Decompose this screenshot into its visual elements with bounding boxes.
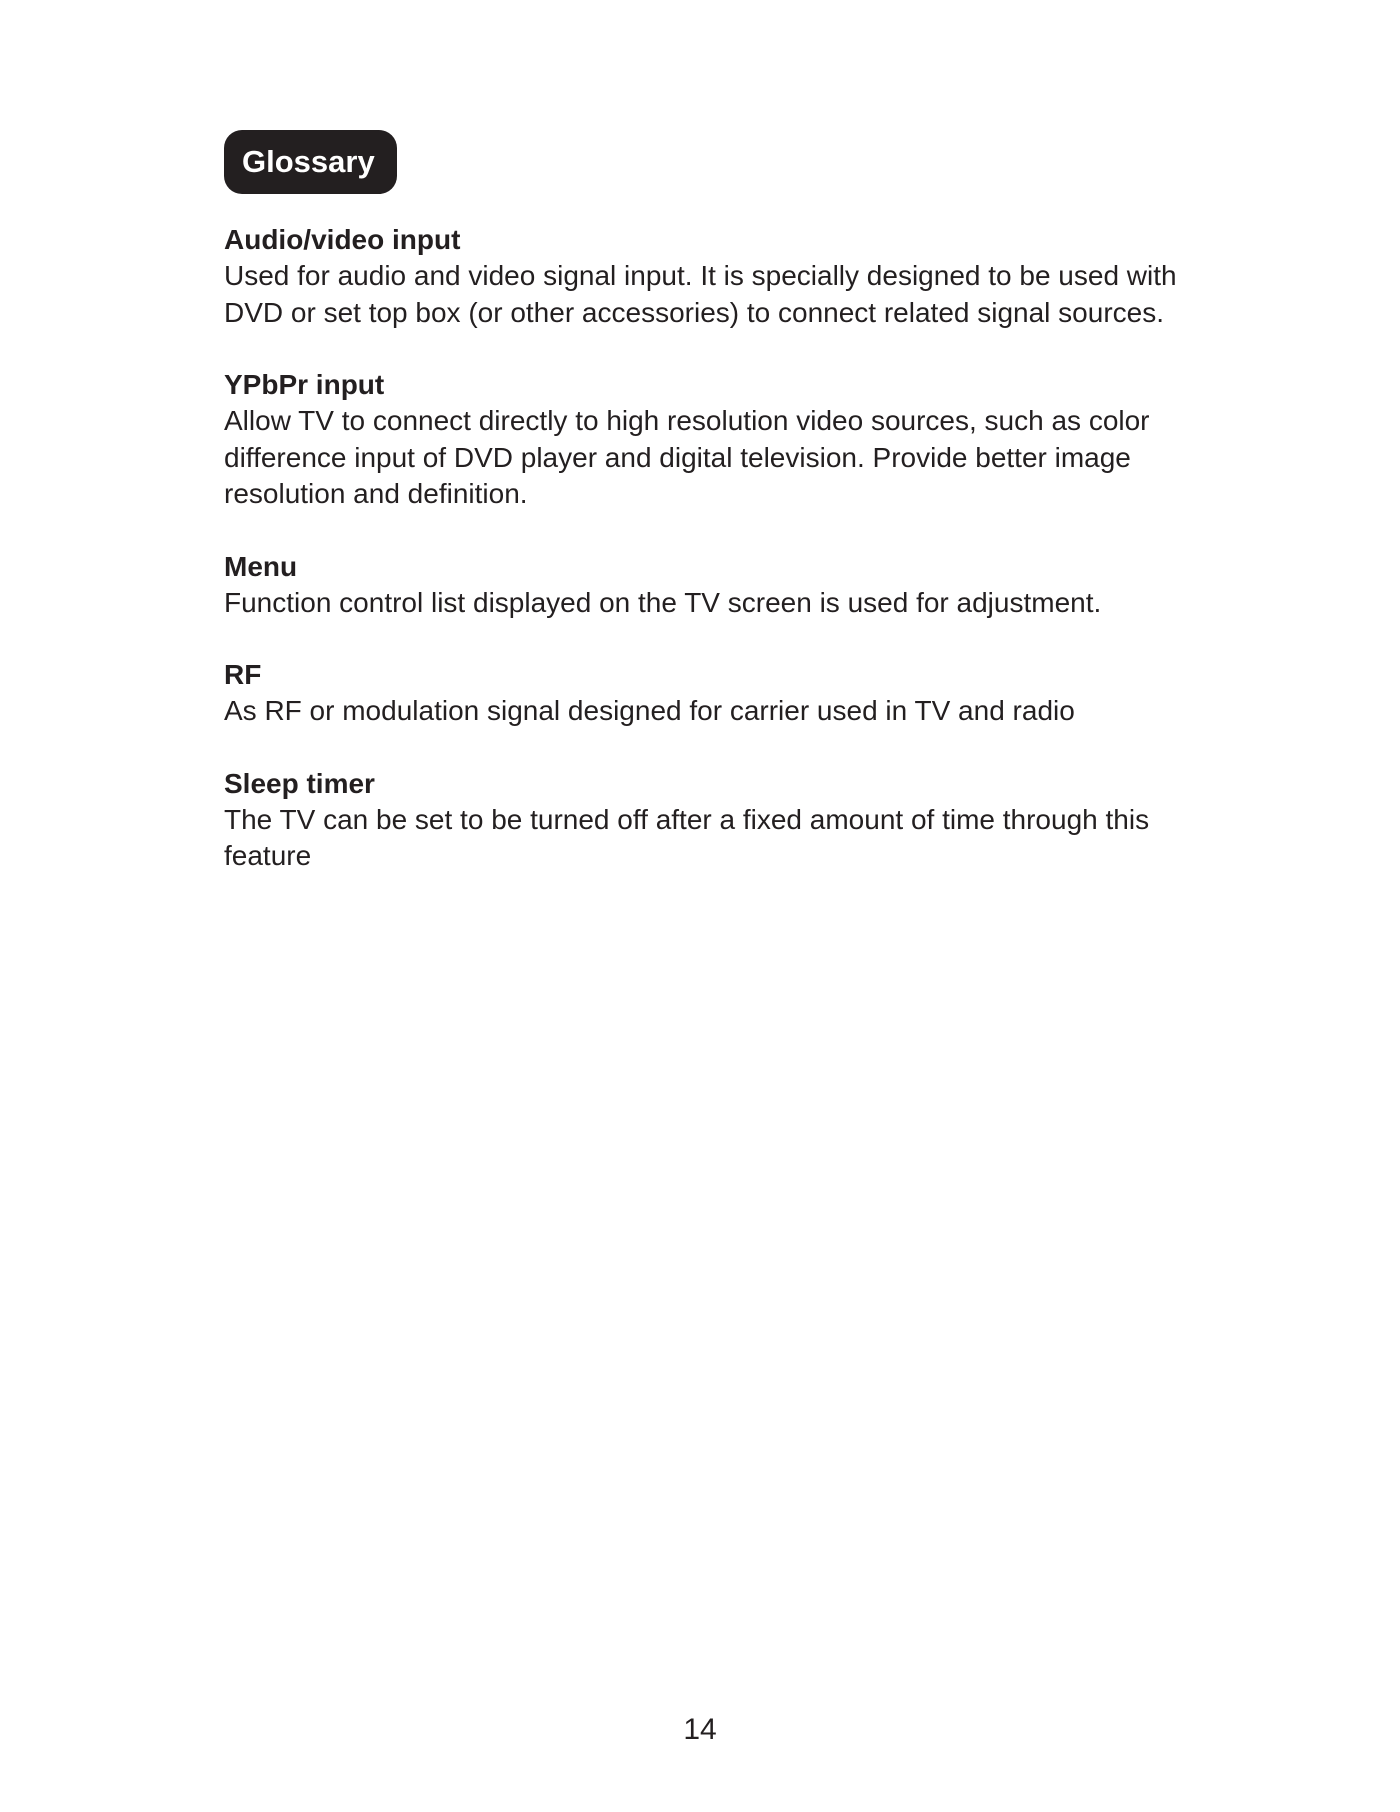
entry-definition: As RF or modulation signal designed for carrier used in TV and radio [224, 695, 1075, 726]
entry-term: YPbPr input [224, 369, 385, 400]
entry-definition: The TV can be set to be turned off after a fixed amount of time through this feature [224, 803, 1150, 871]
glossary-entry-rf [224, 657, 1224, 730]
glossary-heading-badge: Glossary [224, 130, 397, 194]
entry-definition: Function control list displayed on the TV screen is used for adjustment. [224, 586, 1102, 618]
entry-definition: Allow TV to connect directly to high resolution video sources, such as color difference input of DVD player and digital television. Provide better image resolution and definition. [224, 405, 1150, 509]
entry-term: Sleep timer [224, 767, 375, 799]
entry-term: Menu [224, 550, 298, 582]
glossary-entry-ypbpr-input [224, 367, 1224, 513]
glossary-entry-menu [224, 549, 1224, 622]
glossary-entry-audio-video-input [224, 222, 1224, 331]
page-number: 14 [683, 1713, 717, 1746]
entry-definition: Used for audio and video signal input. It is specially designed to be used with DVD or set top box (or other accessories) to connect related signal sources. [224, 260, 1177, 328]
entry-term: RF [224, 659, 262, 690]
glossary-entry-sleep-timer [224, 766, 1224, 875]
entry-term: Audio/video input [224, 224, 461, 255]
glossary-entries [224, 222, 1224, 911]
